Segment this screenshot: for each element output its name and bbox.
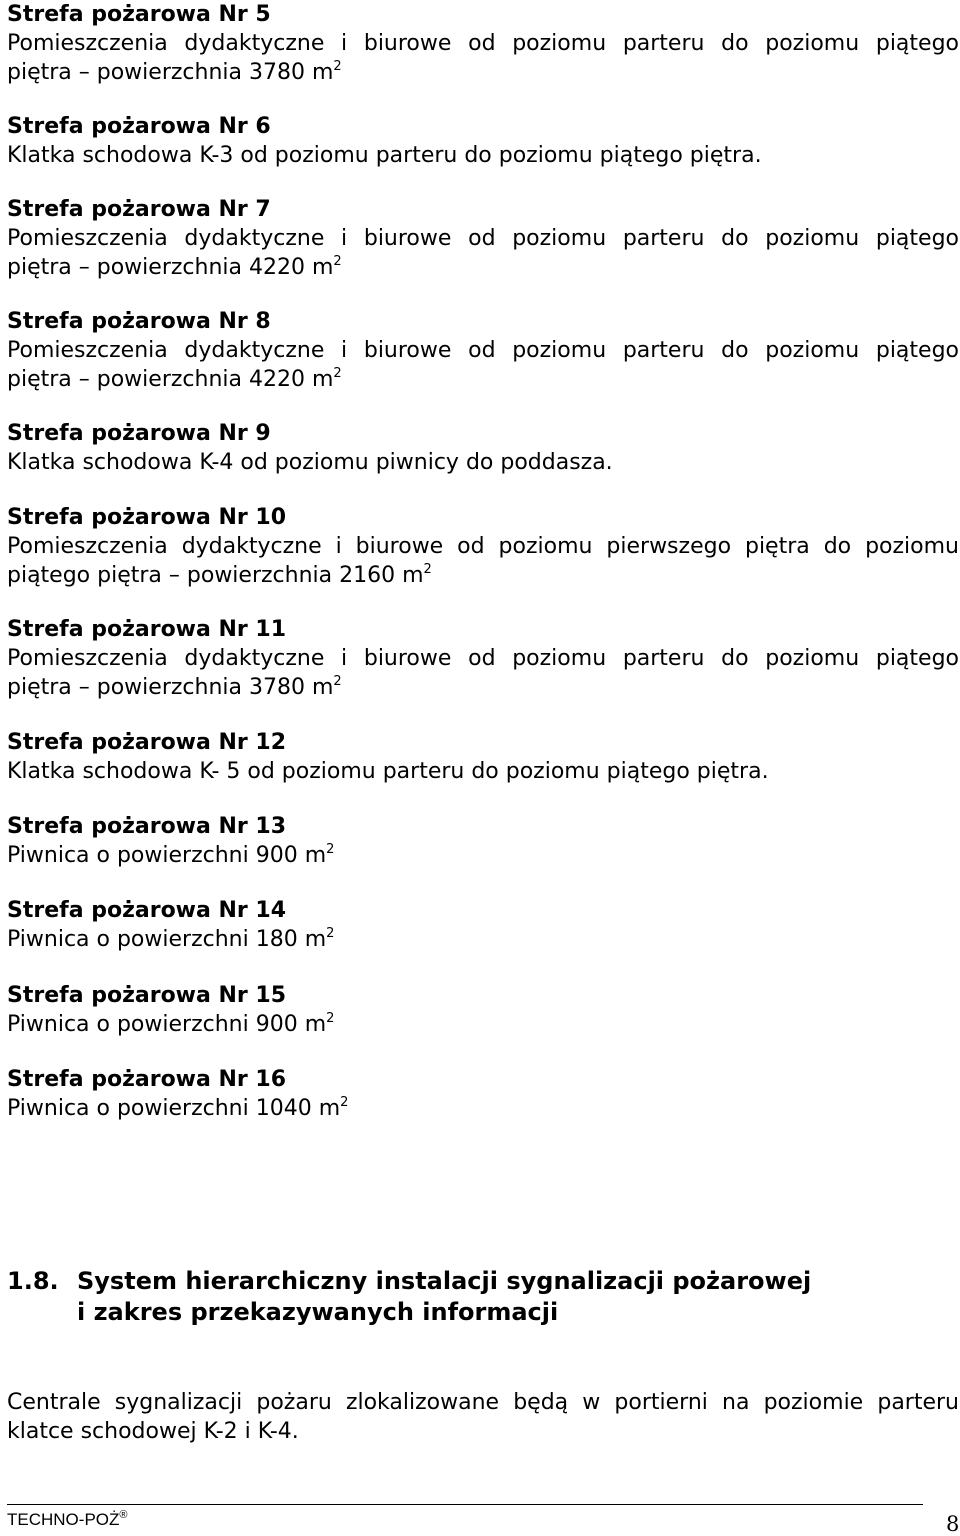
fire-zone-10 <box>7 503 959 590</box>
superscript: 2 <box>333 366 342 381</box>
zone-description-cont: piątego piętra – powierzchnia 2160 m <box>7 563 424 588</box>
fire-zone-16 <box>7 1065 959 1123</box>
superscript: 2 <box>326 842 335 857</box>
zone-title: Strefa pożarowa Nr 10 <box>7 505 287 530</box>
zone-description-cont: piętra – powierzchnia 3780 m <box>7 675 334 700</box>
registered-mark: ® <box>119 1509 128 1521</box>
zone-description: Klatka schodowa K-4 od poziomu piwnicy do poddasza. <box>7 450 613 475</box>
zone-description: Klatka schodowa K-3 od poziomu parteru do poziomu piątego piętra. <box>7 143 762 168</box>
zone-title: Strefa pożarowa Nr 5 <box>7 2 271 27</box>
zone-description-cont: piętra – powierzchnia 3780 m <box>7 60 334 85</box>
zone-description: Pomieszczenia dydaktyczne i biurowe od poziomu parteru do poziomu piątego <box>7 646 959 671</box>
zone-title: Strefa pożarowa Nr 9 <box>7 421 271 446</box>
zone-title: Strefa pożarowa Nr 6 <box>7 114 271 139</box>
superscript: 2 <box>423 562 432 577</box>
zone-title: Strefa pożarowa Nr 15 <box>7 983 287 1008</box>
zone-description: Pomieszczenia dydaktyczne i biurowe od poziomu parteru do poziomu piątego <box>7 226 959 251</box>
zone-description: Piwnica o powierzchni 900 m <box>7 843 327 868</box>
zone-description-cont: piętra – powierzchnia 4220 m <box>7 255 334 280</box>
fire-zone-11 <box>7 615 959 702</box>
paragraph-line1: Centrale sygnalizacji pożaru zlokalizowane będą w portierni na poziomie parteru <box>7 1390 959 1415</box>
zone-description: Piwnica o powierzchni 180 m <box>7 927 327 952</box>
paragraph-line2: klatce schodowej K-2 i K-4. <box>7 1419 299 1444</box>
fire-zone-15 <box>7 981 959 1039</box>
zone-description: Pomieszczenia dydaktyczne i biurowe od poziomu parteru do poziomu piątego <box>7 338 959 363</box>
zone-description: Pomieszczenia dydaktyczne i biurowe od poziomu parteru do poziomu piątego <box>7 31 959 56</box>
fire-zone-14 <box>7 896 959 954</box>
superscript: 2 <box>326 1011 335 1026</box>
zone-title: Strefa pożarowa Nr 11 <box>7 617 287 642</box>
superscript: 2 <box>340 1095 349 1110</box>
section-heading <box>7 1266 811 1328</box>
zone-title: Strefa pożarowa Nr 12 <box>7 730 287 755</box>
zone-title: Strefa pożarowa Nr 7 <box>7 197 271 222</box>
zone-description: Klatka schodowa K- 5 od poziomu parteru do poziomu piątego piętra. <box>7 759 769 784</box>
fire-zone-13 <box>7 812 959 870</box>
superscript: 2 <box>326 926 335 941</box>
section-number: 1.8. <box>7 1267 59 1295</box>
superscript: 2 <box>333 674 342 689</box>
section-title-line2: i zakres przekazywanych informacji <box>77 1298 559 1326</box>
page-footer <box>7 1504 923 1529</box>
superscript: 2 <box>333 59 342 74</box>
fire-zone-12 <box>7 728 959 786</box>
zone-description: Pomieszczenia dydaktyczne i biurowe od poziomu pierwszego piętra do poziomu <box>7 534 959 559</box>
fire-zone-7 <box>7 195 959 282</box>
body-paragraph <box>7 1388 959 1446</box>
zone-title: Strefa pożarowa Nr 14 <box>7 898 287 923</box>
zone-description: Piwnica o powierzchni 1040 m <box>7 1096 341 1121</box>
zone-title: Strefa pożarowa Nr 16 <box>7 1067 287 1092</box>
zone-title: Strefa pożarowa Nr 13 <box>7 814 287 839</box>
page-number: 8 <box>946 1512 960 1536</box>
zone-title: Strefa pożarowa Nr 8 <box>7 309 271 334</box>
section-title-line1: System hierarchiczny instalacji sygnalizacji pożarowej <box>77 1267 812 1295</box>
fire-zone-5 <box>7 0 959 87</box>
fire-zone-6 <box>7 112 959 170</box>
fire-zone-8 <box>7 307 959 394</box>
fire-zone-9 <box>7 419 959 477</box>
company-name: TECHNO-POŻ <box>7 1510 120 1529</box>
superscript: 2 <box>333 254 342 269</box>
zone-description-cont: piętra – powierzchnia 4220 m <box>7 367 334 392</box>
zone-description: Piwnica o powierzchni 900 m <box>7 1012 327 1037</box>
